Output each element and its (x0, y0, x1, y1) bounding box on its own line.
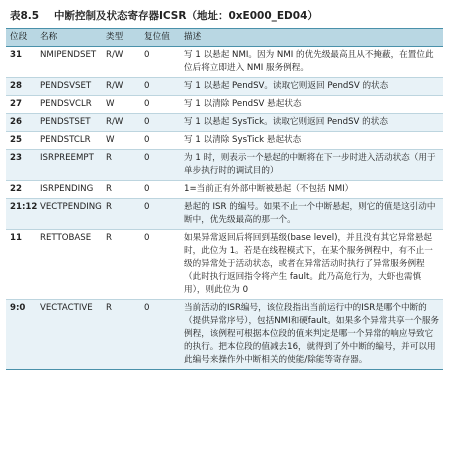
caption-title: 中断控制及状态寄存器ICSR（地址：0xE000_ED04） (54, 10, 318, 22)
table-row (6, 96, 443, 114)
cell-type: R/W (102, 114, 140, 132)
cell-name: PENDSTSET (36, 114, 102, 132)
cell-bitfield: 11 (6, 230, 36, 300)
cell-reset: 0 (140, 300, 180, 370)
cell-type: R (102, 181, 140, 199)
cell-reset: 0 (140, 150, 180, 181)
cell-name: VECTACTIVE (36, 300, 102, 370)
cell-type: R (102, 230, 140, 300)
header-row (6, 29, 443, 47)
header-reset-value: 复位值 (140, 29, 180, 47)
table-row (6, 150, 443, 181)
cell-bitfield: 27 (6, 96, 36, 114)
table-row (6, 47, 443, 78)
cell-type: W (102, 96, 140, 114)
cell-description: 1=当前正有外部中断被悬起（不包括 NMI） (180, 181, 443, 199)
table-body (6, 47, 443, 370)
cell-description: 如果异常返回后将回到基级(base level)，并且没有其它异常悬起时，此位为 1。若是在线程模式下，在某个服务例程中，有不止一级的异常处于活动状态，或者在异常活动时执行了异常服务例程（此时执行返回指令将产生 fault。此乃高危行为，大虾也需慎用），则此位为 0 (180, 230, 443, 300)
table-caption (10, 8, 318, 23)
cell-bitfield: 21:12 (6, 199, 36, 230)
cell-bitfield: 31 (6, 47, 36, 78)
cell-name: PENDSVSET (36, 78, 102, 96)
cell-name: RETTOBASE (36, 230, 102, 300)
table-row (6, 199, 443, 230)
icsr-register-table (6, 28, 443, 370)
cell-type: R/W (102, 47, 140, 78)
caption-number: 表8.5 (10, 10, 40, 22)
cell-name: PENDSTCLR (36, 132, 102, 150)
table-row (6, 181, 443, 199)
cell-description: 写 1 以悬起 SysTick。读取它则返回 PendSV 的状态 (180, 114, 443, 132)
table-row (6, 230, 443, 300)
cell-description: 写 1 以悬起 NMI。因为 NMI 的优先级最高且从不掩蔽，在置位此位后将立即进入 NMI 服务例程。 (180, 47, 443, 78)
cell-type: W (102, 132, 140, 150)
cell-type: R/W (102, 78, 140, 96)
cell-reset: 0 (140, 96, 180, 114)
cell-reset: 0 (140, 114, 180, 132)
cell-description: 当前活动的ISR编号，该位段指出当前运行中的ISR是哪个中断的（提供异常序号），包括NMI和硬fault。如果多个异常共享一个服务例程，该例程可根据本位段的值来判定是哪一个异常的响应导致它的执行。把本位段的值减去16，就得到了外中断的编号，并可以用此编号来操作外中断相关的使能/除能等寄存器。 (180, 300, 443, 370)
cell-bitfield: 25 (6, 132, 36, 150)
cell-bitfield: 22 (6, 181, 36, 199)
cell-reset: 0 (140, 47, 180, 78)
cell-bitfield: 9:0 (6, 300, 36, 370)
cell-description: 悬起的 ISR 的编号。如果不止一个中断悬起，则它的值是这引动中断中，优先级最高的那一个。 (180, 199, 443, 230)
cell-name: ISRPREEMPT (36, 150, 102, 181)
cell-reset: 0 (140, 230, 180, 300)
cell-bitfield: 26 (6, 114, 36, 132)
cell-description: 写 1 以清除 SysTick 悬起状态 (180, 132, 443, 150)
table-row (6, 114, 443, 132)
cell-reset: 0 (140, 199, 180, 230)
table-row (6, 132, 443, 150)
cell-name: VECTPENDING (36, 199, 102, 230)
header-description: 描述 (180, 29, 443, 47)
cell-type: R (102, 150, 140, 181)
table-row (6, 300, 443, 370)
cell-name: ISRPENDING (36, 181, 102, 199)
cell-name: PENDSVCLR (36, 96, 102, 114)
cell-reset: 0 (140, 78, 180, 96)
cell-description: 为 1 时，则表示一个悬起的中断将在下一步时进入活动状态（用于单步执行时的调试目的） (180, 150, 443, 181)
cell-reset: 0 (140, 181, 180, 199)
header-name: 名称 (36, 29, 102, 47)
cell-reset: 0 (140, 132, 180, 150)
header-bitfield: 位段 (6, 29, 36, 47)
cell-bitfield: 23 (6, 150, 36, 181)
table-header (6, 29, 443, 47)
cell-description: 写 1 以悬起 PendSV。读取它则返回 PendSV 的状态 (180, 78, 443, 96)
table-row (6, 78, 443, 96)
cell-bitfield: 28 (6, 78, 36, 96)
header-type: 类型 (102, 29, 140, 47)
cell-description: 写 1 以清除 PendSV 悬起状态 (180, 96, 443, 114)
cell-name: NMIPENDSET (36, 47, 102, 78)
cell-type: R (102, 300, 140, 370)
cell-type: R (102, 199, 140, 230)
